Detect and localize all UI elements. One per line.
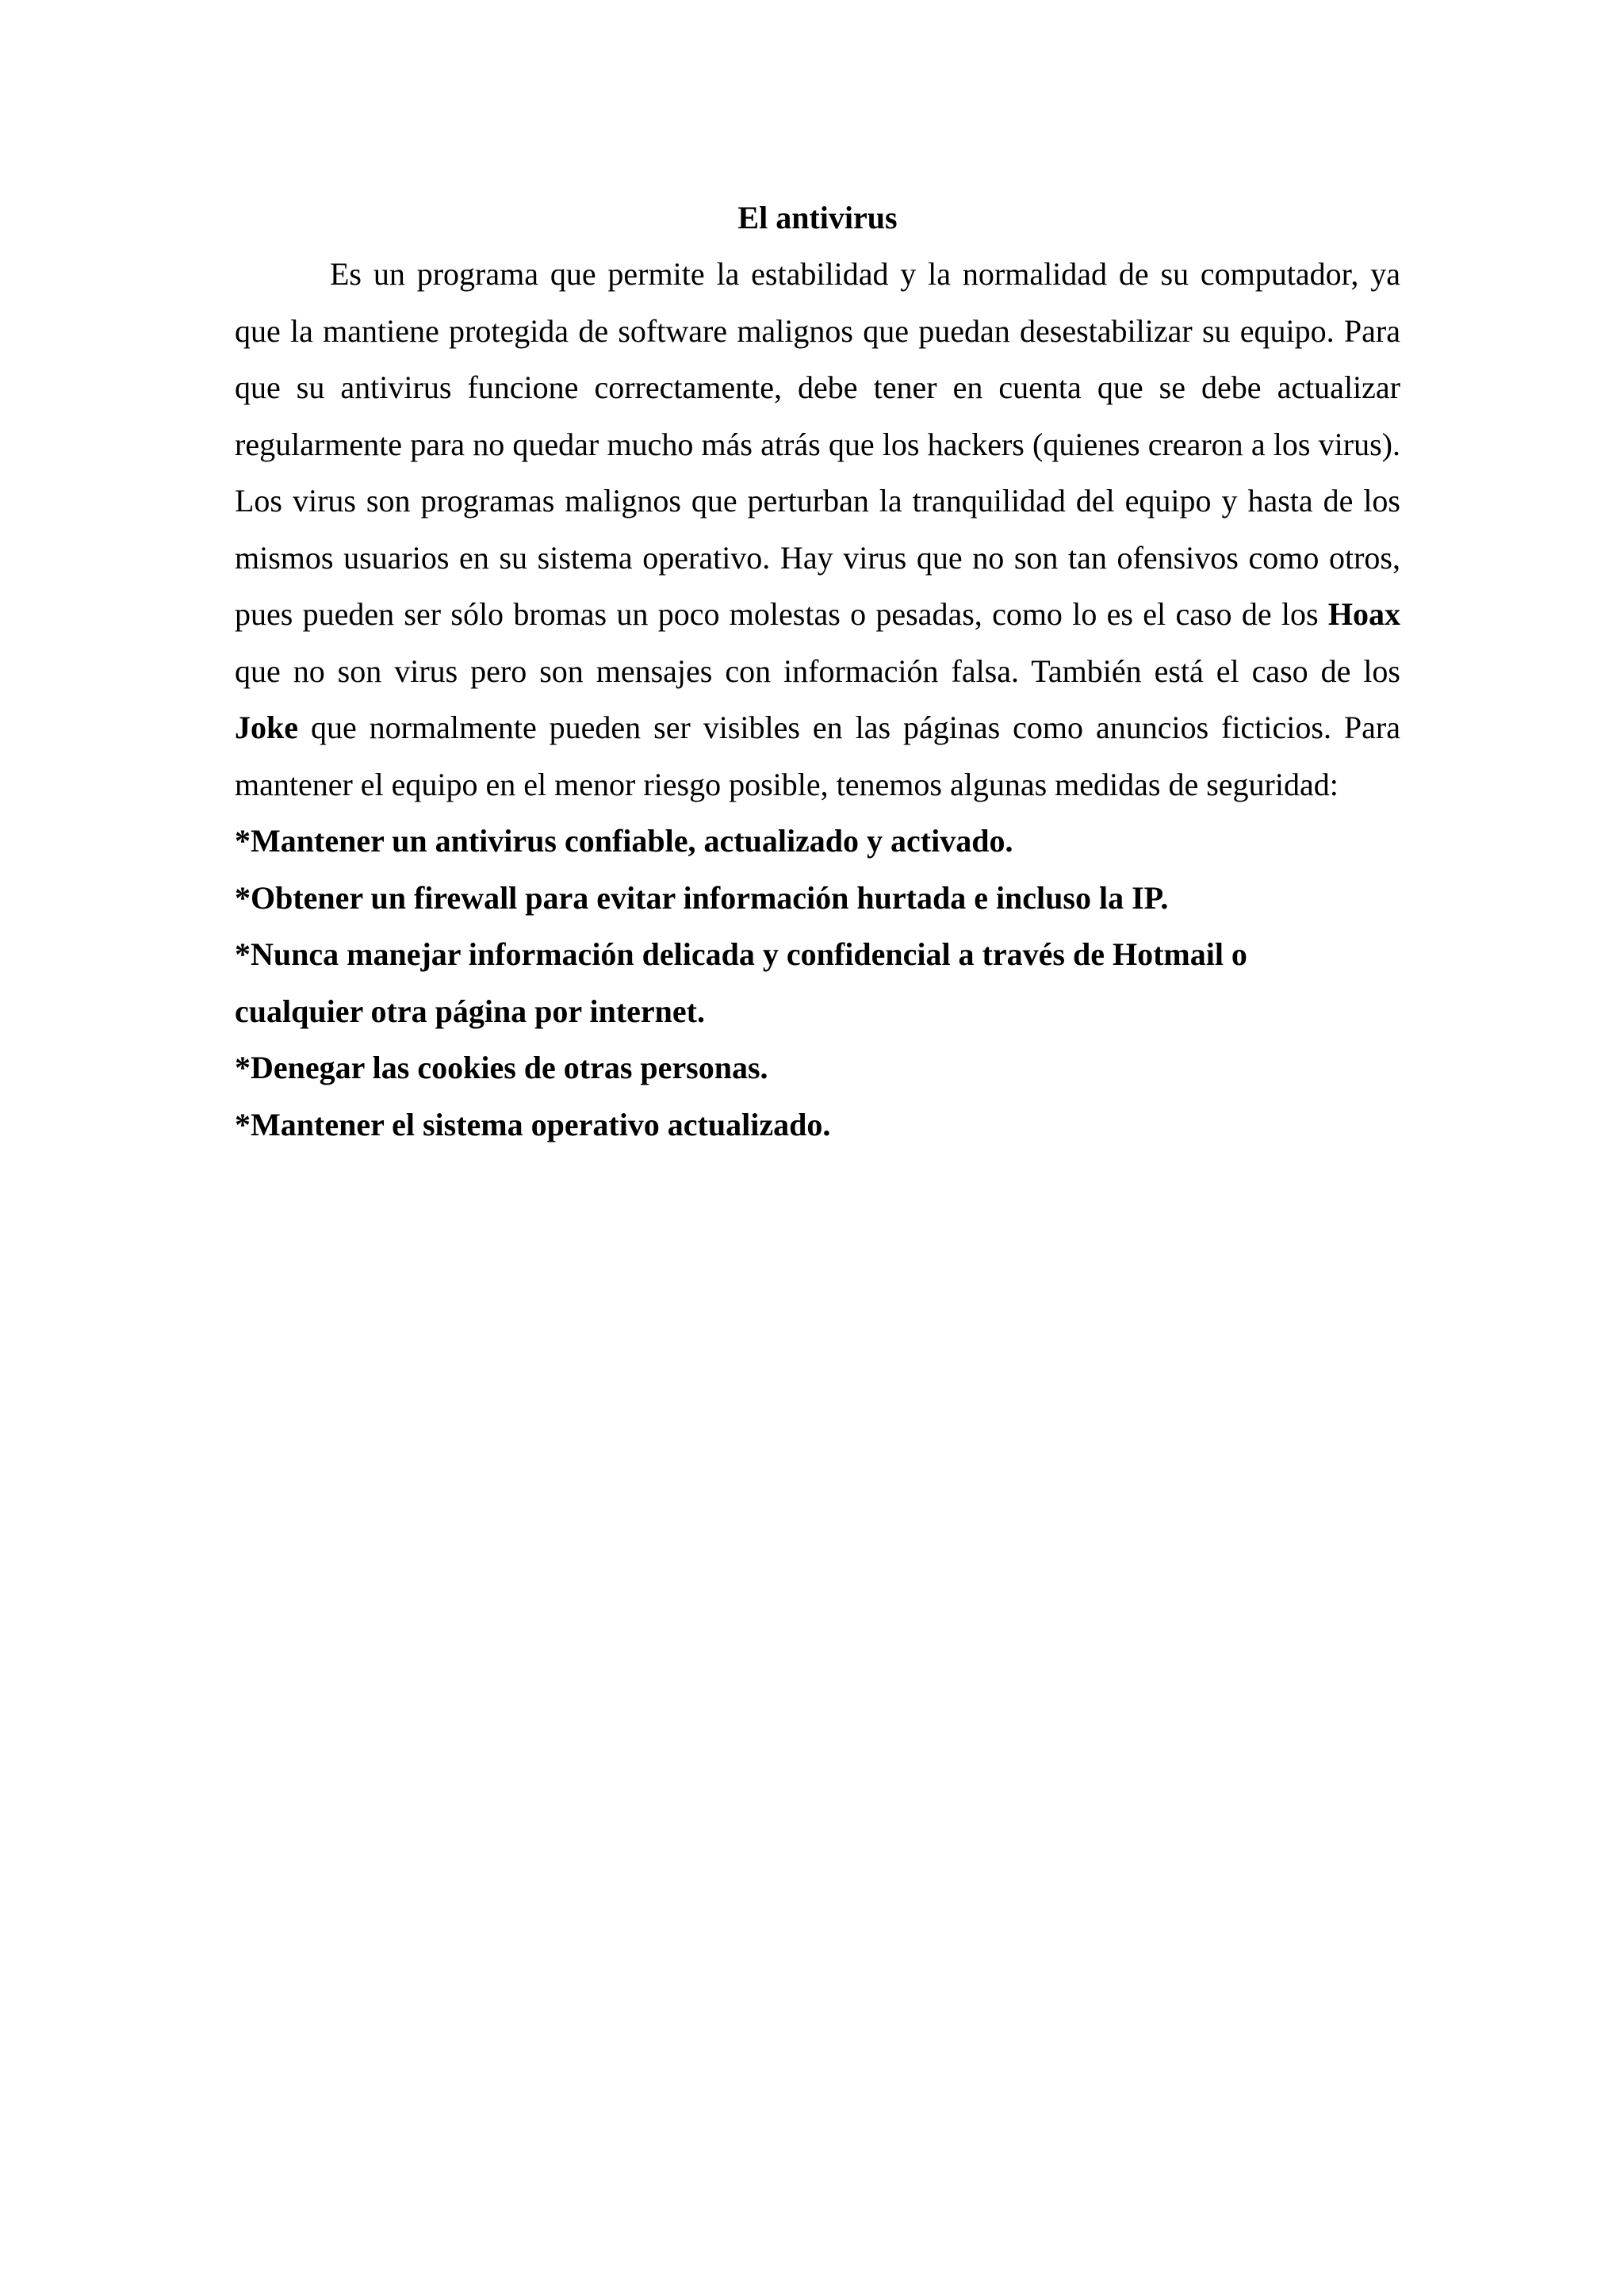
document-content [235,190,1400,1153]
measure-item-os-update: *Mantener el sistema operativo actualizado. [235,1106,831,1142]
measure-item-cookies: *Denegar las cookies de otras personas. [235,1050,768,1085]
measure-item-antivirus: *Mantener un antivirus confiable, actualizado y activado. [235,823,1013,859]
term-hoax: Hoax [1327,596,1400,632]
paragraph-text-3: que normalmente pueden ser visibles en las páginas como anuncios ficticios. Para mantener el equipo en el menor riesgo posible, tenemos algunas medidas de seguridad: [235,710,1400,802]
paragraph-text-2: que no son virus pero son mensajes con información falsa. También está el caso de los [235,652,1400,689]
document-title: El antivirus [737,200,898,235]
paragraph-text-1: Es un programa que permite la estabilidad y la normalidad de su computador, ya que la mantiene protegida de software malignos que puedan desestabilizar su equipo. Para que su antivirus funcione correctamente, debe tener en cuenta que se debe actualizar regularmente para no quedar mucho más atrás que los hackers (quienes crearon a los virus). Los virus son programas malignos que perturban la tranquilidad del equipo y hasta de los mismos usuarios en su sistema operativo. Hay virus que no son tan ofensivos como otros, pues pueden ser sólo bromas un poco molestas o pesadas, como lo es el caso de los [235,256,1400,632]
security-measures-list [235,813,1400,1153]
measure-item-firewall: *Obtener un firewall para evitar información hurtada e incluso la IP. [235,879,1169,916]
term-joke: Joke [235,710,298,745]
body-paragraph [235,246,1400,813]
measure-item-confidential-info-continued: cualquier otra página por internet. [235,993,705,1029]
measure-item-confidential-info: *Nunca manejar información delicada y confidencial a través de Hotmail o [235,936,1247,972]
